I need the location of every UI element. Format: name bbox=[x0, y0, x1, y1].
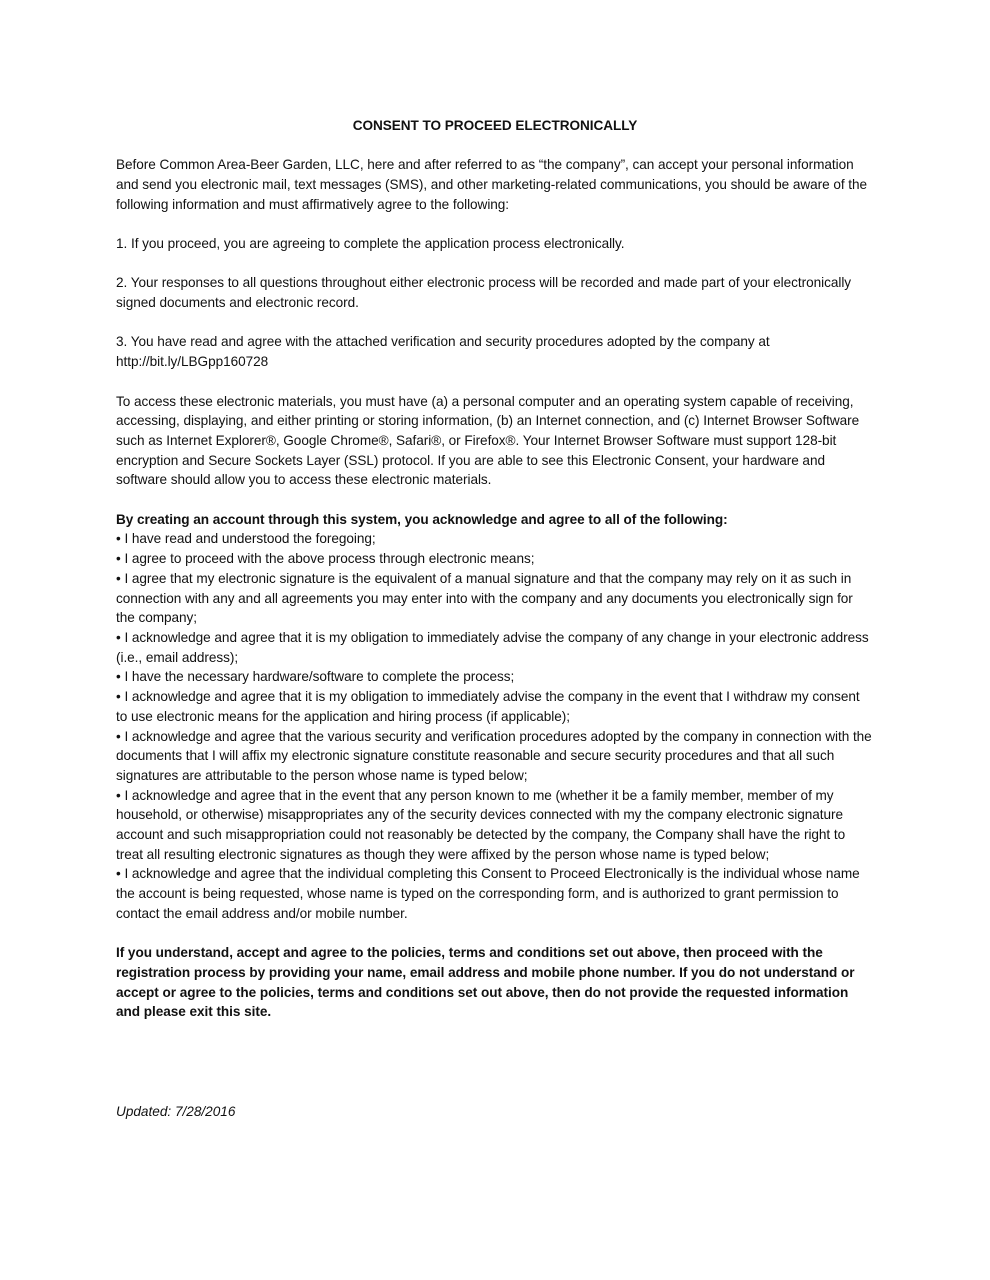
document-title: CONSENT TO PROCEED ELECTRONICALLY bbox=[352, 118, 638, 133]
acknowledgement-item: • I acknowledge and agree that the individual completing this Consent to Proceed Electronically is the individual whose name the account is being requested, whose name is typed on the corresponding form, and is authorized to grant permission to contact the email address and/or mobile number. bbox=[116, 864, 874, 923]
acknowledgement-item: • I acknowledge and agree that in the event that any person known to me (whether it be a family member, member of my household, or otherwise) misappropriates any of the security devices connected with my the company electronic signature account and such misappropriation could not reasonably be detected by the company, the Company shall have the right to treat all resulting electronic signatures as though they were affixed by the person whose name is typed below; bbox=[116, 786, 874, 865]
procedures-link[interactable]: http://bit.ly/LBGpp160728 bbox=[116, 354, 269, 370]
intro-paragraph: Before Common Area-Beer Garden, LLC, here and after referred to as “the company”, can accept your personal information and send you electronic mail, text messages (SMS), and other marketing-related communications, you should be aware of the following information and must affirmatively agree to the following: bbox=[116, 157, 868, 212]
closing-statement: If you understand, accept and agree to the policies, terms and conditions set out above, then proceed with the registration process by providing your name, email address and mobile phone number. If you do not understand or accept or agree to the policies, terms and conditions set out above, then do not provide the requested information and please exit this site. bbox=[116, 945, 855, 1020]
item-2: 2. Your responses to all questions throughout either electronic process will be recorded and made part of your electronically signed documents and electronic record. bbox=[116, 275, 852, 311]
acknowledgement-heading: By creating an account through this system, you acknowledge and agree to all of the following: bbox=[116, 511, 728, 527]
acknowledgement-item: • I acknowledge and agree that it is my obligation to immediately advise the company in the event that I withdraw my consent to use electronic means for the application and hiring process (if applicable); bbox=[116, 687, 874, 726]
item-3-text: 3. You have read and agree with the attached verification and security procedures adopted by the company at bbox=[116, 334, 770, 350]
document-page bbox=[116, 116, 874, 1022]
acknowledgement-item: • I agree that my electronic signature is the equivalent of a manual signature and that the company may rely on it as such in connection with any and all agreements you may enter into with the company and any documents you electronically sign for the company; bbox=[116, 569, 874, 628]
acknowledgement-item: • I have read and understood the foregoing; bbox=[116, 529, 874, 549]
acknowledgement-item: • I agree to proceed with the above process through electronic means; bbox=[116, 549, 874, 569]
acknowledgement-item: • I have the necessary hardware/software to complete the process; bbox=[116, 667, 874, 687]
acknowledgement-item: • I acknowledge and agree that it is my obligation to immediately advise the company of any change in your electronic address (i.e., email address); bbox=[116, 628, 874, 667]
access-requirements-paragraph: To access these electronic materials, you must have (a) a personal computer and an operating system capable of receiving, accessing, displaying, and either printing or storing information, (b) an Internet connection, and (c) Internet Browser Software such as Internet Explorer®, Google Chrome®, Safari®, or Firefox®. Your Internet Browser Software must support 128-bit encryption and Secure Sockets Layer (SSL) protocol. If you are able to see this Electronic Consent, your hardware and software should allow you to access these electronic materials. bbox=[116, 393, 860, 488]
item-1: 1. If you proceed, you are agreeing to complete the application process electronically. bbox=[116, 236, 625, 251]
acknowledgement-list bbox=[116, 529, 874, 923]
updated-date: Updated: 7/28/2016 bbox=[116, 1104, 236, 1119]
item-3 bbox=[116, 332, 874, 371]
acknowledgement-item: • I acknowledge and agree that the various security and verification procedures adopted by the company in connection with the documents that I will affix my electronic signature constitute reasonable and secure security procedures and that all such signatures are attributable to the person whose name is typed below; bbox=[116, 727, 874, 786]
